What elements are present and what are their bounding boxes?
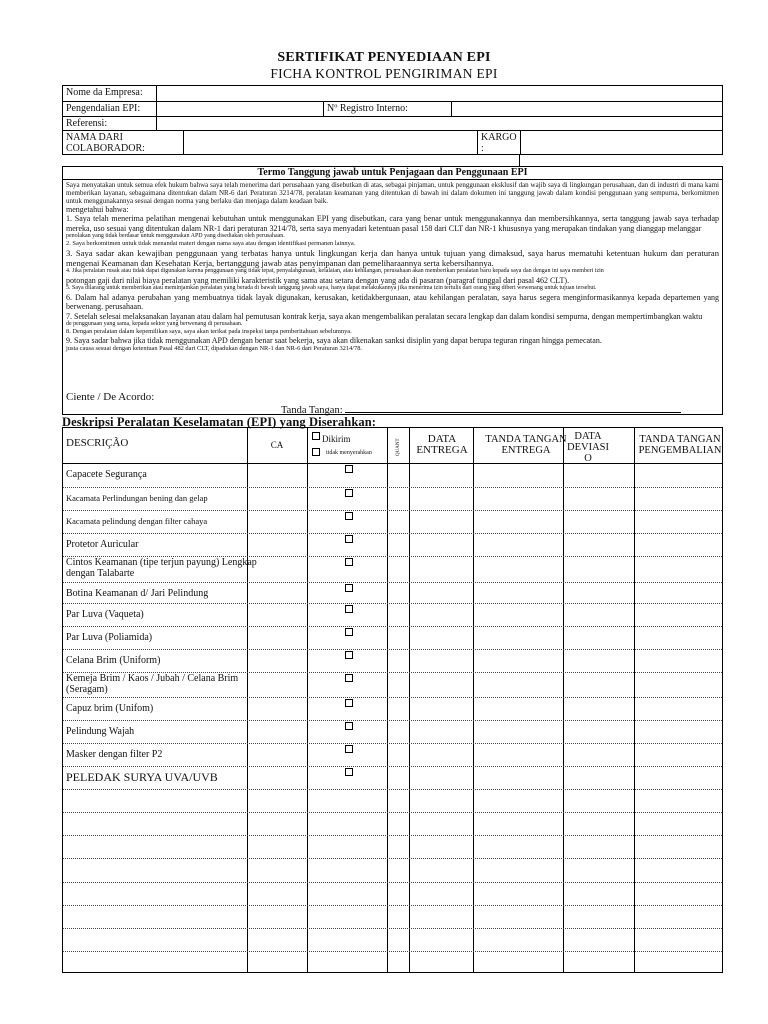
- term-intro-tail: mengetahui bahwa:: [66, 205, 129, 214]
- item-description: Kacamata pelindung dengan filter cahaya: [66, 516, 208, 526]
- item-description: Celana Brim (Uniform): [66, 655, 161, 666]
- term-item-4-tail: potongan gaji dari nilai biaya peralatan yang memiliki karakteristik yang sama atau setara dengan yang ada di pasaran (paragraf tunggal dari pasal 462 CLT).: [66, 276, 570, 286]
- header-quantity: QUANT: [396, 438, 401, 456]
- position-label: KARGO :: [477, 131, 520, 154]
- not-delivered-checkbox-icon: [312, 448, 320, 456]
- term-body: [66, 181, 719, 353]
- item-description: Cintos Keamanan (tipe terjun payung) Lengkap dengan Talabarte: [66, 557, 257, 579]
- header-ca: CA: [270, 440, 284, 450]
- checkbox-icon[interactable]: [345, 605, 353, 613]
- row-divider: [63, 720, 722, 721]
- checkbox-icon[interactable]: [345, 584, 353, 592]
- header-delivery-signature: TANDA TANGAN ENTREGA: [485, 434, 567, 456]
- checkbox-icon[interactable]: [345, 674, 353, 682]
- checkbox-icon[interactable]: [345, 558, 353, 566]
- signature-label: Tanda Tangan:: [281, 405, 343, 416]
- term-item-7-tail: de penggunaan yang sama, kepada sektor yang berwenang di perusahaan.: [66, 320, 243, 327]
- term-item-9-tail: justa causa sesuai dengan ketentuan Pasal 482 dari CLT, dipadukan dengan NR-1 dan NR-6 dari Peraturan 3214/78.: [66, 345, 363, 353]
- empty-row-divider: [63, 858, 722, 859]
- term-item-9: 9. Saya sadar bahwa jika tidak menggunakan APD dengan benar saat bekerja, saya akan dikenakan sanksi disiplin yang dapat berupa teguran ringan hingga pemecatan.: [66, 336, 602, 346]
- header-not-delivered: tidak menyerahkan: [326, 450, 372, 456]
- item-description: Capacete Segurança: [66, 469, 147, 480]
- term-item-8: 8. Dengan peralatan dalam kepemilikan saya, saya akan terikat pada inspeksi tanpa pemberitahuan sebelumnya.: [66, 328, 352, 336]
- term-item-2: 2. Saya berkomitmen untuk tidak menandai materi dengan nama saya atau dengan identifikasi permanen lainnya.: [66, 240, 356, 248]
- empty-row-divider: [63, 905, 722, 906]
- employee-field[interactable]: [183, 131, 477, 154]
- checkbox-icon[interactable]: [345, 628, 353, 636]
- agree-label: Ciente / De Acordo:: [66, 391, 155, 403]
- checkbox-icon[interactable]: [345, 651, 353, 659]
- term-item-5: 5. Saya dilarang untuk memberikan atau meminjamkan peralatan yang berada di bawah tanggung jawab saya, hanya dapat melakukannya jika menerima izin tertulis dari orang yang diberi wewenang untuk tujuan tersebut.: [66, 285, 597, 292]
- item-description: Par Luva (Poliamida): [66, 632, 153, 643]
- epi-control-row: [63, 102, 722, 117]
- term-item-6: 6. Dalam hal adanya perubahan yang membuatnya tidak layak digunakan, kerusakan, ketidakbergunaan, atau kehilangan peralatan, saya harus segera menginformasikannya kepada departemen yang berwenang. perusahaan.: [66, 292, 719, 312]
- row-divider: [63, 603, 722, 604]
- delivered-checkbox-icon: [312, 432, 320, 440]
- reference-field[interactable]: [156, 117, 722, 130]
- header-return-date: DATA DEVIASI O: [567, 431, 609, 463]
- row-divider: [63, 510, 722, 511]
- item-description: Kacamata Perlindungan bening dan gelap: [66, 493, 208, 503]
- responsibility-term: [62, 166, 723, 415]
- document-subtitle: FICHA KONTROL PENGIRIMAN EPI: [270, 66, 498, 81]
- item-description: PELEDAK SURYA UVA/UVB: [66, 770, 218, 784]
- checkbox-icon[interactable]: [345, 465, 353, 473]
- reference-label: Referensi:: [66, 118, 108, 129]
- item-description: Botina Keamanan d/ Jari Pelindung: [66, 588, 209, 599]
- row-divider: [63, 789, 722, 790]
- row-divider: [63, 766, 722, 767]
- epi-control-field[interactable]: [156, 102, 323, 116]
- item-description: Protetor Auricular: [66, 539, 139, 550]
- epi-control-label: Pengendalian EPI:: [66, 103, 141, 114]
- term-item-4: 4. Jika peralatan rusak atau tidak dapat digunakan karena penggunaan yang tidak tepat, penyalahgunaan, kelalaian, atau kehilangan, perusahaan akan memberikan peralatan baru kepada saya dan dengan ini saya memberi izin: [66, 268, 604, 275]
- header-delivered: Dikirim: [322, 434, 351, 444]
- registry-field[interactable]: [451, 102, 533, 116]
- section-title: Deskripsi Peralatan Keselamatan (EPI) yang Diserahkan:: [62, 415, 377, 429]
- row-divider: [63, 743, 722, 744]
- row-divider: [63, 649, 722, 650]
- checkbox-icon[interactable]: [345, 489, 353, 497]
- item-description: Masker dengan filter P2: [66, 749, 163, 760]
- position-field[interactable]: [520, 131, 722, 154]
- document-title: SERTIFIKAT PENYEDIAAN EPI: [277, 50, 491, 65]
- checkbox-icon[interactable]: [345, 699, 353, 707]
- epi-table: [62, 427, 723, 973]
- term-title: Termo Tanggung jawab untuk Penjagaan dan Penggunaan EPI: [63, 167, 722, 180]
- checkbox-icon[interactable]: [345, 722, 353, 730]
- row-divider: [63, 533, 722, 534]
- empty-row-divider: [63, 928, 722, 929]
- employee-row: [63, 131, 722, 154]
- term-item-7: 7. Setelah selesai melaksanakan layanan atau dalam hal pemutusan kontrak kerja, saya akan mengembalikan peralatan secara lengkap dan dalam kondisi sempurna, dengan mempertimbangkan waktu: [66, 311, 703, 321]
- header-return-signature: TANDA TANGAN PENGEMBALIAN: [638, 434, 722, 456]
- item-description: Kemeja Brim / Kaos / Jubah / Celana Brim (Seragam): [66, 673, 239, 695]
- row-divider: [63, 626, 722, 627]
- empty-row-divider: [63, 812, 722, 813]
- checkbox-icon[interactable]: [345, 535, 353, 543]
- company-field[interactable]: [156, 86, 722, 101]
- reference-row: [63, 117, 722, 131]
- header-form: [62, 85, 723, 155]
- empty-row-divider: [63, 951, 722, 952]
- company-row: [63, 86, 722, 102]
- term-item-3: 3. Saya sadar akan kewajiban penggunaan yang terbatas hanya untuk lingkungan kerja dan hanya untuk tujuan yang dimaksud, saya harus mematuhi ketentuan hukum dan peraturan mengenai Keamanan dan Kesehatan Kerja, bertanggung jawab atas penyimpanan dan pemeliharaannya serta kebersihannya.: [66, 248, 719, 269]
- registry-label: Nº Registro Interno:: [323, 102, 451, 116]
- term-item-1-tail: penolakan yang tidak berdasar untuk menggunakan APD yang disediakan oleh perusahaan.: [66, 232, 285, 239]
- row-divider: [63, 697, 722, 698]
- checkbox-icon[interactable]: [345, 768, 353, 776]
- checkbox-icon[interactable]: [345, 745, 353, 753]
- empty-row-divider: [63, 882, 722, 883]
- header-delivery-date: DATA ENTREGA: [416, 433, 468, 456]
- company-label: Nome da Empresa:: [66, 87, 143, 98]
- item-description: Par Luva (Vaqueta): [66, 609, 144, 620]
- header-divider-tick: [519, 155, 520, 166]
- row-divider: [63, 487, 722, 488]
- employee-label: NAMA DARI COLABORADOR:: [66, 132, 145, 154]
- term-intro: Saya menyatakan untuk semua efek hukum bahwa saya telah menerima dari perusahaan yang disebutkan di atas, sebagai pinjaman, untuk penggunaan eksklusif dan wajib saya di lingkungan perusahaan, dan di industri di mana kami memberikan layanan, sebagaimana ditentukan dalam NR-6 dari Peraturan 3214/78, peralatan keamanan yang ditentukan di bawah ini dalam dokumen ini tanggung jawab dalam kondisi penggunaan yang sempurna, berkomitmen untuk menggunakannya sesuai dengan norma yang berlaku dan menjaga dalam keadaan baik.: [66, 181, 719, 205]
- checkbox-icon[interactable]: [345, 512, 353, 520]
- empty-row-divider: [63, 835, 722, 836]
- header-bottom-border: [63, 463, 722, 464]
- signature-line[interactable]: [345, 403, 681, 413]
- item-description: Pelindung Wajah: [66, 726, 135, 737]
- row-divider: [63, 582, 722, 583]
- header-description: DESCRIÇÃO: [66, 437, 129, 449]
- term-item-1: 1. Saya telah menerima pelatihan mengenai kebutuhan untuk menggunakan EPI yang disebutkan, cara yang benar untuk menggunakannya dan membersihkannya, serta tanggung jawab saya terhadap mereka, uso sesuai yang ditentukan dalam NR-1 dari peraturan 3214/78, serta saya menyadari ketentuan pasal 158 dari CLT dan NR-1 khususnya yang merupakan tindakan yang dianggap melanggar: [66, 214, 719, 233]
- item-description: Capuz brim (Unifom): [66, 703, 154, 714]
